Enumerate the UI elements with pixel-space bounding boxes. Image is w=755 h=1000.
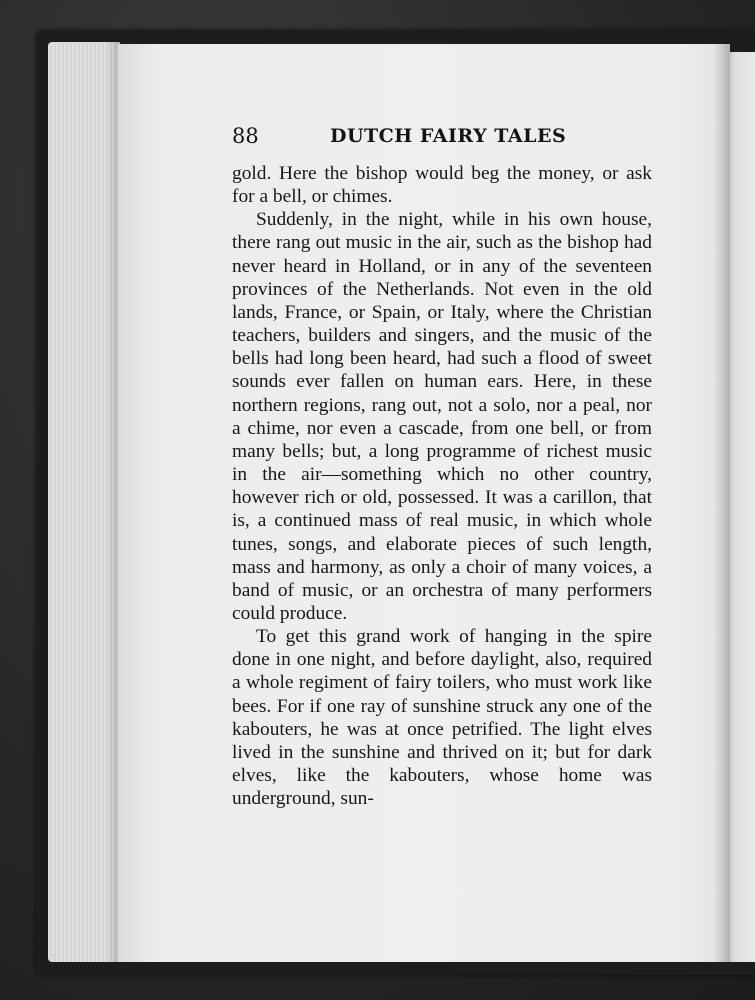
paragraph-1: gold. Here the bishop would beg the money, or ask for a bell, or chimes. bbox=[232, 163, 652, 208]
facing-page-edge bbox=[727, 52, 755, 962]
paragraph-2: Suddenly, in the night, while in his own house, there rang out music in the air, such as the bishop had never heard in Holland, or in any of the seventeen provinces of the Netherlands. Not even in the old lands, France, or Spain, or Italy, where the Christian teachers, builders and singers, and the music of the bells had long been heard, had such a flood of sweet sounds ever fallen on human ears. Here, in these northern regions, rang out, not a solo, nor a peal, nor a chime, nor even a cascade, from one bell, or from many bells; but, a long programme of richest music in the air—something which no other country, however rich or old, possessed. It was a carillon, that is, a continued mass of real music, in which whole tunes, songs, and elaborate pieces of such length, mass and harmony, as only a choir of many voices, a band of music, or an orchestra of many performers could produce. bbox=[232, 209, 652, 624]
running-head: DUTCH FAIRY TALES bbox=[330, 125, 567, 147]
page-number: 88 bbox=[232, 124, 259, 148]
gutter-shadow bbox=[714, 44, 730, 962]
page-header bbox=[232, 124, 652, 154]
body-text bbox=[232, 162, 652, 810]
page-edges bbox=[48, 42, 120, 962]
paragraph-3: To get this grand work of hanging in the spire done in one night, and before daylight, also, required a whole regiment of fairy toilers, who must work like bees. For if one ray of sunshine struck any one of the kabouters, he was at once petrified. The light elves lived in the sunshine and thrived on it; but for dark elves, like the kabouters, whose home was underground, sun- bbox=[232, 626, 652, 810]
